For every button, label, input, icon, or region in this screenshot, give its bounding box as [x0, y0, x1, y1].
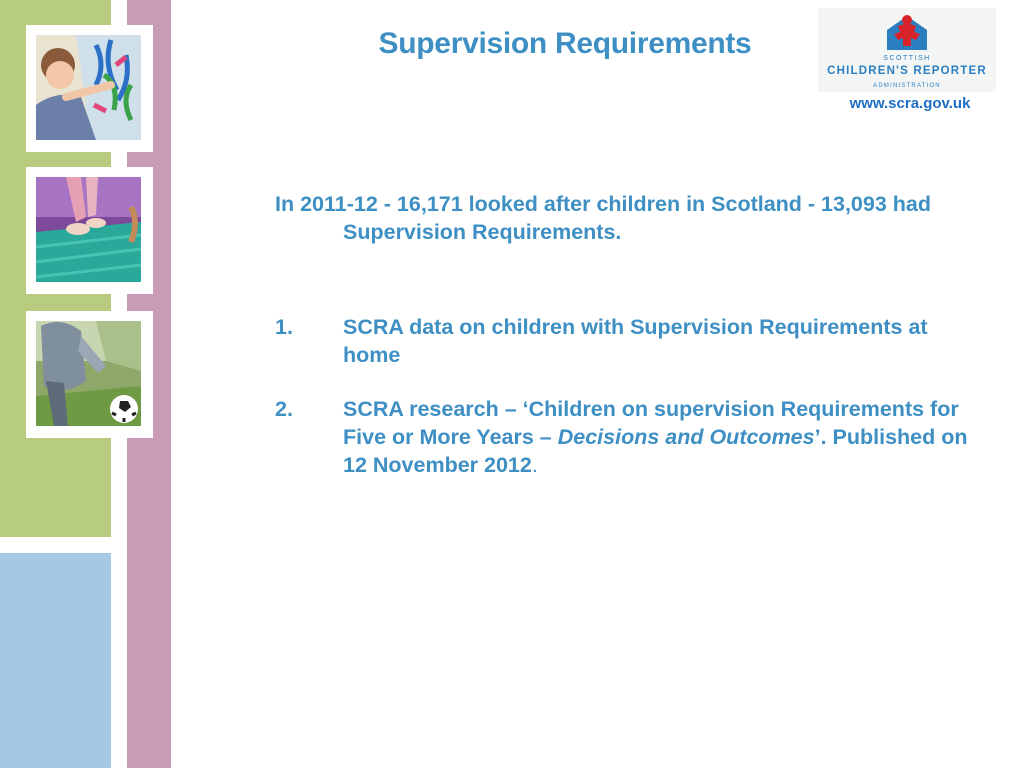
page-title: Supervision Requirements: [378, 27, 752, 60]
photo-child-painting: [36, 35, 141, 140]
intro-paragraph: In 2011-12 - 16,171 looked after children in Scotland - 13,093 had Supervision Requirements.: [275, 192, 932, 244]
photo-frame-football: [26, 311, 153, 438]
website-link[interactable]: www.scra.gov.uk: [849, 95, 971, 112]
photo-child-play: [36, 177, 141, 282]
list-item-text: [343, 395, 975, 479]
logo-text-childrens-reporter: CHILDREN'S REPORTER: [827, 65, 987, 77]
sidebar-blue-bar: [0, 553, 111, 768]
list-item-text: SCRA data on children with Supervision Requirements at home: [343, 315, 928, 367]
scra-logo: [818, 8, 996, 92]
list-item-text-italic: Decisions and Outcomes: [557, 425, 815, 449]
list-item-text-part2: ’. Published on 12 November 2012: [343, 425, 968, 477]
list-item-text-trailing: .: [531, 453, 538, 477]
scra-logo-emblem-icon: [884, 10, 930, 52]
list-item: [275, 313, 975, 369]
list-item-number: 1.: [275, 315, 293, 339]
logo-text-scottish: SCOTTISH: [883, 55, 931, 62]
photo-frame-painting: [26, 25, 153, 152]
list-item-number: 2.: [275, 397, 293, 421]
photo-frame-play: [26, 167, 153, 294]
slide-content: [275, 190, 975, 505]
photo-child-football: [36, 321, 141, 426]
list-item: [275, 395, 975, 479]
logo-text-administration: ADMINISTRATION: [873, 83, 941, 89]
list-item-text-part1: SCRA research – ‘Children on supervision Requirements for Five or More Years –: [343, 397, 959, 449]
